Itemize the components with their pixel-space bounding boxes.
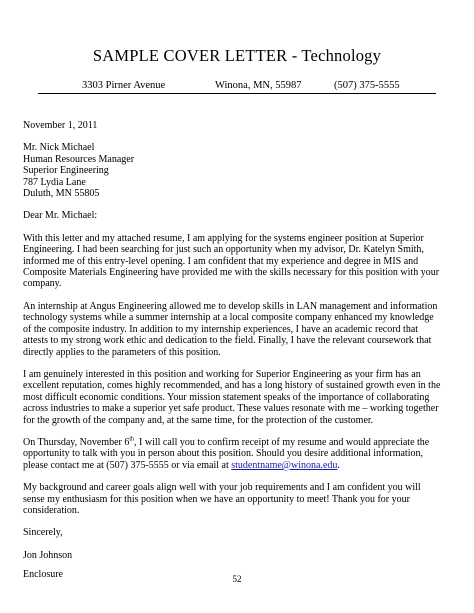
paragraph-line: With this letter and my attached resume, I am applying for the systems engineer position at Superior (23, 232, 424, 244)
paragraph-1 (23, 233, 457, 290)
call-date-text: On Thursday, November 6 (23, 436, 130, 448)
recipient-block (23, 142, 457, 199)
paragraph-line (23, 460, 457, 471)
call-text: , I will call you to confirm receipt of my resume and would appreciate the (134, 436, 430, 448)
paragraph-line: for the growth of the company and, at the same time, for the protection of the customer. (23, 414, 374, 426)
paragraph-line: sense my enthusiasm for this position when we have an opportunity to meet! Thank you for your (23, 493, 410, 505)
sender-phone: (507) 375-5555 (334, 80, 400, 91)
page-number: 52 (232, 574, 242, 584)
enclosure-note: Enclosure (23, 569, 63, 581)
recipient-street: 787 Lydia Lane (23, 176, 86, 188)
paragraph-line: attests to my strong work ethic and dedication to the field. Finally, I have the relevant coursework that (23, 335, 432, 347)
signature-name: Jon Johnson (23, 549, 73, 561)
sender-address-row (38, 80, 436, 94)
paragraph-line: My background and career goals align well with your job requirements and I am confident you will (23, 482, 421, 494)
paragraph-line: directly applies to the parameters of this position. (23, 346, 221, 358)
paragraph-line: consideration. (23, 504, 80, 516)
paragraph-2 (23, 301, 457, 358)
letter-date: November 1, 2011 (23, 120, 98, 131)
paragraph-line: most difficult economic conditions. Your mission statement speaks of the importance of collaborating (23, 391, 430, 403)
paragraph-line: excellent reputation, comes highly recommended, and has a long history of sustained growth even in the (23, 380, 441, 392)
paragraph-line: Engineering. I had been searching for just such an opportunity when my advisor, Dr. Katelyn Smith, (23, 244, 424, 256)
paragraph-4 (23, 437, 457, 471)
paragraph-line: I am genuinely interested in this position and working for Superior Engineering as your firm has an (23, 368, 421, 380)
page-title: SAMPLE COVER LETTER - Technology (92, 46, 382, 65)
email-link[interactable]: studentname@winona.edu (231, 459, 338, 471)
paragraph-line: company. (23, 278, 62, 290)
sender-city: Winona, MN, 55987 (215, 80, 302, 91)
closing: Sincerely, (23, 527, 63, 539)
sender-street: 3303 Pirner Avenue (82, 80, 166, 91)
paragraph-line: Composite Materials Engineering have provided me with the skills necessary for this position with your (23, 267, 440, 279)
paragraph-5 (23, 482, 457, 516)
contact-text: please contact me at (507) 375-5555 or via email at (23, 459, 232, 471)
paragraph-line: informed me of this entry-level opening. I am confident that my experience and degree in MIS and (23, 255, 419, 267)
recipient-company: Superior Engineering (23, 165, 109, 177)
recipient-title: Human Resources Manager (23, 153, 135, 165)
contact-end: . (337, 459, 340, 471)
recipient-city: Duluth, MN 55805 (23, 188, 100, 200)
paragraph-line: opportunity to talk with you in person about this position. Should you desire additional information, (23, 448, 423, 460)
letter-body (23, 120, 457, 581)
paragraph-line: An internship at Angus Engineering allowed me to develop skills in LAN management and information (23, 300, 438, 312)
recipient-name: Mr. Nick Michael (23, 142, 95, 154)
paragraph-line: of the composite industry. In addition to my internship experiences, I have an academic record that (23, 323, 419, 335)
paragraph-line (23, 437, 457, 448)
ordinal-suffix: th (129, 436, 135, 443)
paragraph-3 (23, 369, 457, 426)
paragraph-line: across industries to make a superior yet safe product. These values resonate with me – working together (23, 403, 439, 415)
paragraph-line: technology systems while a summer internship at a local composite company enhanced my knowledge (23, 312, 434, 324)
salutation: Dear Mr. Michael: (23, 210, 98, 222)
